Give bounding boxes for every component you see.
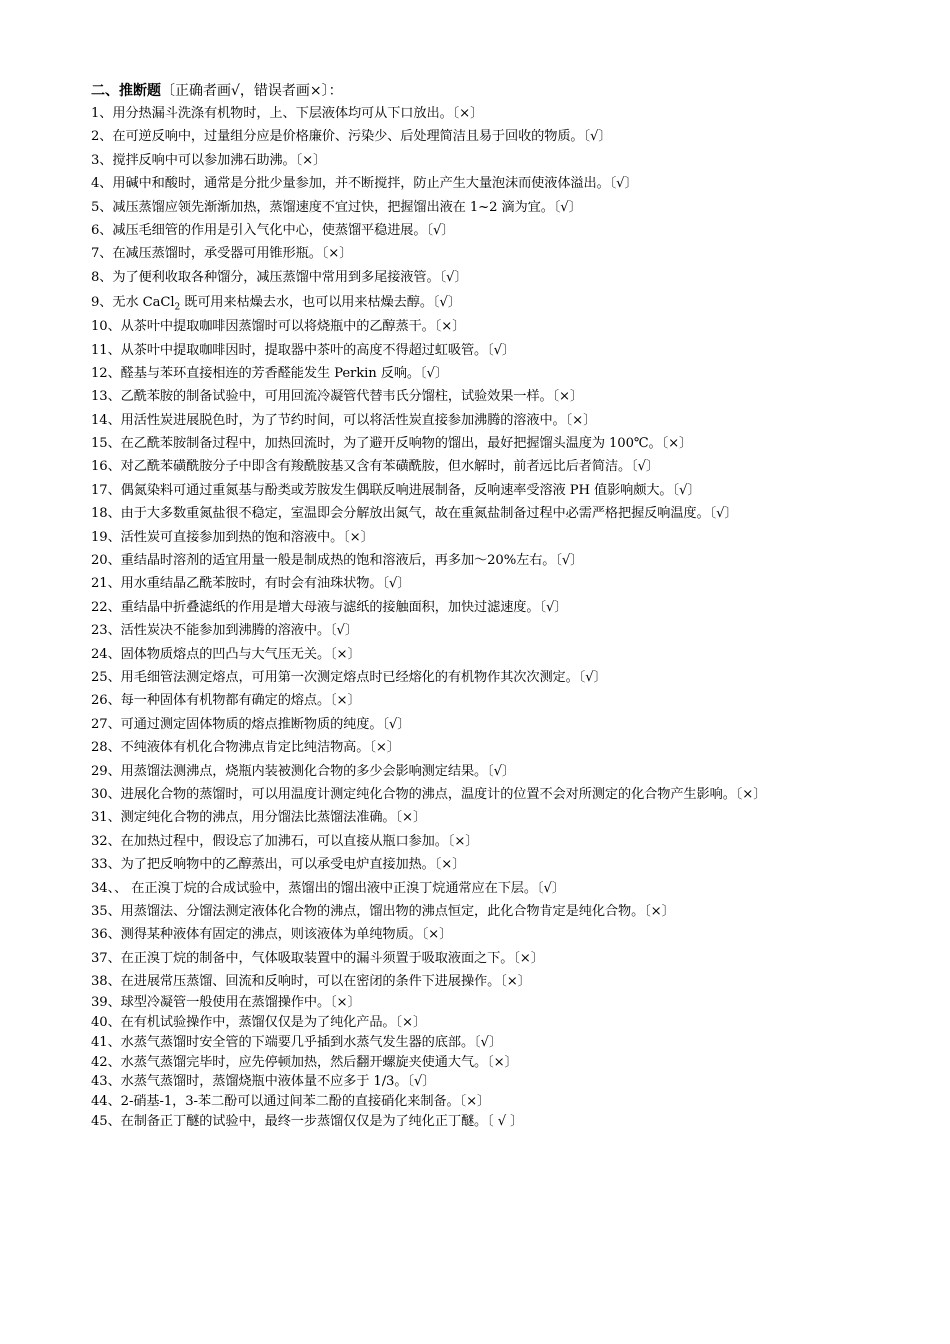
question-item: 37、在正溴丁烷的制备中，气体吸取装置中的漏斗须置于吸取液面之下。〔×〕: [91, 950, 544, 966]
question-item: 22、重结晶中折叠滤纸的作用是增大母液与滤纸的接触面积，加快过滤速度。〔√〕: [91, 599, 568, 615]
question-item: 38、在进展常压蒸馏、回流和反响时，可以在密闭的条件下进展操作。〔×〕: [91, 974, 531, 990]
question-item: 8、为了便利收取各种馏分，减压蒸馏中常用到多尾接液管。〔√〕: [91, 269, 468, 285]
question-item: 21、用水重结晶乙酰苯胺时，有时会有油珠状物。〔√〕: [91, 576, 411, 592]
question-item: 15、在乙酰苯胺制备过程中，加热回流时，为了避开反响物的馏出，最好把握馏头温度为 100℃。〔×〕: [91, 436, 693, 452]
document-page: [91, 80, 861, 1131]
question-item-text: 9、无水 CaCl: [91, 295, 175, 311]
question-item: 5、减压蒸馏应领先渐渐加热，蒸馏速度不宜过快，把握馏出液在 1~2 滴为宜。〔√〕: [91, 199, 582, 215]
question-item: 13、乙酰苯胺的制备试验中，可用回流冷凝管代替韦氏分馏柱，试验效果一样。〔×〕: [91, 389, 584, 405]
question-item: 25、用毛细管法测定熔点，可用第一次测定熔点时已经熔化的有机物作其次次测定。〔√〕: [91, 670, 607, 685]
question-item: 14、用活性炭进展脱色时，为了节约时间，可以将活性炭直接参加沸腾的溶液中。〔×〕: [91, 412, 597, 428]
question-item: 29、用蒸馏法测沸点，烧瓶内装被测化合物的多少会影响测定结果。〔√〕: [91, 763, 515, 779]
question-item: 27、可通过测定固体物质的熔点推断物质的纯度。〔√〕: [91, 716, 411, 732]
question-item: 45、在制备正丁醚的试验中，最终一步蒸馏仅仅是为了纯化正丁醚。〔 √ 〕: [91, 1113, 524, 1129]
question-list: [91, 102, 861, 1131]
question-item: 23、活性炭决不能参加到沸腾的溶液中。〔√〕: [91, 623, 358, 639]
section-heading-title: 二、推断题: [91, 83, 161, 99]
question-item: 4、用碱中和酸时，通常是分批少量参加，并不断搅拌，防止产生大量泡沫而使液体溢出。〔√〕: [91, 176, 638, 192]
question-item: 40、在有机试验操作中，蒸馏仅仅是为了纯化产品。〔×〕: [91, 1015, 427, 1031]
question-item: 7、在减压蒸馏时，承受器可用锥形瓶。〔×〕: [91, 246, 353, 262]
question-item: 41、水蒸气蒸馏时安全管的下端要几乎插到水蒸气发生器的底部。〔√〕: [91, 1034, 502, 1050]
question-item: 1、用分热漏斗洗涤有机物时，上、下层液体均可从下口放出。〔×〕: [91, 106, 484, 121]
question-item: 2、在可逆反响中，过量组分应是价格廉价、污染少、后处理简洁且易于回收的物质。〔√〕: [91, 129, 612, 145]
subscript-number: 2: [174, 302, 181, 313]
question-item: 32、在加热过程中，假设忘了加沸石，可以直接从瓶口参加。〔×〕: [91, 833, 479, 849]
question-item-text: 既可用来枯燥去水，也可以用来枯燥去醇。〔√〕: [180, 295, 461, 311]
question-item: 34、、 在正溴丁烷的合成试验中，蒸馏出的馏出液中正溴丁烷通常应在下层。〔√〕: [91, 880, 565, 896]
question-item: 33、为了把反响物中的乙醇蒸出，可以承受电炉直接加热。〔×〕: [91, 857, 466, 873]
question-item: 12、醛基与苯环直接相连的芳香醛能发生 Perkin 反响。〔√〕: [91, 365, 448, 381]
question-item: 20、重结晶时溶剂的适宜用量一般是制成热的饱和溶液后，再多加～20%左右。〔√〕: [91, 553, 584, 569]
question-item: 35、用蒸馏法、分馏法测定液体化合物的沸点，馏出物的沸点恒定，此化合物肯定是纯化合物。〔×〕: [91, 903, 675, 919]
question-item: 19、活性炭可直接参加到热的饱和溶液中。〔×〕: [91, 529, 374, 545]
question-item: 18、由于大多数重氮盐很不稳定，室温即会分解放出氮气，故在重氮盐制备过程中必需严格把握反响温度。〔√〕: [91, 506, 738, 522]
question-item: 39、球型冷凝管一般使用在蒸馏操作中。〔×〕: [91, 995, 361, 1011]
question-item: 3、搅拌反响中可以参加沸石助沸。〔×〕: [91, 152, 327, 168]
question-item: 16、对乙酰苯磺酰胺分子中即含有羧酰胺基又含有苯磺酰胺，但水解时，前者远比后者简洁。〔√〕: [91, 459, 659, 475]
question-item: 17、偶氮染料可通过重氮基与酚类或芳胺发生偶联反响进展制备，反响速率受溶液 PH 值影响颇大。〔√〕: [91, 482, 701, 498]
question-item: 26、每一种固体有机物都有确定的熔点。〔×〕: [91, 693, 361, 709]
question-item: [91, 289, 861, 315]
question-item: 31、测定纯化合物的沸点，用分馏法比蒸馏法准确。〔×〕: [91, 810, 427, 826]
question-item: 28、不纯液体有机化合物沸点肯定比纯洁物高。〔×〕: [91, 740, 400, 756]
question-item: 24、固体物质熔点的凹凸与大气压无关。〔×〕: [91, 646, 361, 662]
section-heading: [91, 80, 861, 102]
section-heading-instructions: 〔正确者画√，错误者画×〕：: [161, 83, 343, 99]
question-item: 36、测得某种液体有固定的沸点，则该液体为单纯物质。〔×〕: [91, 927, 453, 943]
question-item: 43、水蒸气蒸馏时，蒸馏烧瓶中液体量不应多于 1/3。〔√〕: [91, 1074, 436, 1090]
question-item: 6、减压毛细管的作用是引入气化中心，使蒸馏平稳进展。〔√〕: [91, 222, 455, 238]
question-item: 44、2-硝基-1，3-苯二酚可以通过间苯二酚的直接硝化来制备。〔×〕: [91, 1093, 491, 1109]
question-item: 10、从茶叶中提取咖啡因蒸馏时可以将烧瓶中的乙醇蒸干。〔×〕: [91, 319, 466, 335]
question-item: 11、从茶叶中提取咖啡因时，提取器中茶叶的高度不得超过虹吸管。〔√〕: [91, 342, 515, 358]
question-item: 42、水蒸气蒸馏完毕时，应先停顿加热，然后翻开螺旋夹使通大气。〔×〕: [91, 1054, 518, 1070]
question-item: 30、进展化合物的蒸馏时，可以用温度计测定纯化合物的沸点，温度计的位置不会对所测定的化合物产生影响。〔×〕: [91, 786, 767, 802]
